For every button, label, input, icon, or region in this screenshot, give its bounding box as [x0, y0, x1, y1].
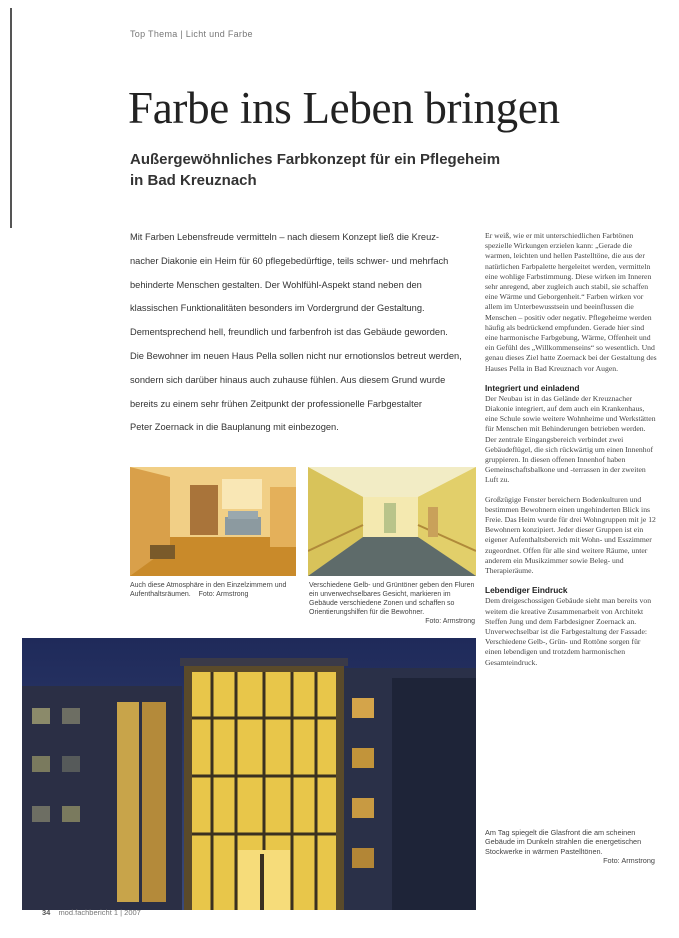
intro-line: Die Bewohner im neuen Haus Pella sollen nicht nur ernotionslos betreut werden,: [130, 350, 462, 361]
article-headline: Farbe ins Leben bringen: [128, 83, 560, 133]
body-paragraph: Der Neubau ist in das Gelände der Kreuznacher Diakonie integriert, auf dem auch ein Krankenhaus, eine Schule sowie weitere Wohnheime und Werkstätten für Menschen mit Behinderungen betrieben werden. Der zentrale Eingangsbereich verbindet zwei Gebäudeflügel, die sich rückwärtig um einen Innenhof gruppieren. In diesen offenen Innenhof haben Gemeinschaftsbalkone und -terrassen in der zweiten Luft zu.: [485, 393, 656, 485]
intro-line: nacher Diakonie ein Heim für 60 pflegebedürftige, teils schwer- und mehrfach: [130, 255, 449, 266]
photo-caption: [130, 581, 296, 599]
margin-rule: [10, 8, 12, 228]
photo-caption: [309, 581, 475, 626]
photo-credit: Foto: Armstrong: [425, 618, 475, 625]
intro-line: Dementsprechend hell, freundlich und farbenfroh ist das Gebäude geworden.: [130, 327, 448, 338]
photo-corridor: [308, 467, 476, 576]
body-paragraph: Dem dreigeschossigen Gebäude sieht man bereits von weitem die kreative Zusammenarbeit von Architekt Steffen Jung und dem Farbdesigner Zoernack an. Unverwechselbar ist die Farbgestaltung der Fassade: Verschiedene Gelb-, Grün- und Rottöne sorgen für einen lebendigen und trotzdem harmonischen Gesamteindruck.: [485, 596, 652, 667]
right-column: [485, 231, 657, 668]
caption-text: Auch diese Atmosphäre in den Einzelzimmern und Aufenthaltsräumen.: [130, 582, 287, 598]
photo-credit: Foto: Armstrong: [603, 856, 655, 866]
photo-room-interior: [130, 467, 296, 576]
body-paragraph: Er weiß, wie er mit unterschiedlichen Farbtönen spezielle Wirkungen erzielen kann: „Gerade die warmen, leichten und hellen Pastelltöne, die aus der natürlichen Farbpalette hergeleitet werden, vermitteln eine wohlige Farbstimmung. Diese wirken im Inneren sehr anregend, aber zugleich auch stabil, sie schaffen eine Wärme und Geborgenheit.“ Farben wirken vor allem im Unterbewusstsein und beeinflussen die Menschen – positiv oder negativ. Pflegeheime werden häufig als bedrückend empfunden. Gerade hier sind eine harmonische Farbgebung, Wärme, Offenheit und ein Gefühl des „Willkommenseins“ so wesentlich. Und genau dieses Ziel hatte Zoernack bei der Gestaltung des Hauses Pella in Bad Kreuznach vor Augen.: [485, 231, 657, 373]
photo-caption: [485, 828, 655, 866]
photo-credit: Foto: Armstrong: [198, 591, 249, 598]
intro-line: sondern sich darüber hinaus auch zuhause fühlen. Aus diesem Grund wurde: [130, 374, 446, 385]
caption-text: Am Tag spiegelt die Glasfront die am scheinen Gebäude im Dunkeln strahlen die energetischen Stockwerke in wärmen Pastelltönen.: [485, 828, 642, 856]
section-heading: Lebendiger Eindruck: [485, 585, 568, 596]
intro-line: Peter Zoernack in die Bauplanung mit einbezogen.: [130, 422, 339, 433]
intro-line: behinderte Menschen gestalten. Der Wohlfühl-Aspekt stand neben den: [130, 279, 422, 290]
article-subhead: Außergewöhnliches Farbkonzept für ein Pflegeheim in Bad Kreuznach: [130, 151, 501, 189]
caption-text: Verschiedene Gelb- und Grüntöner geben den Fluren ein unverwechselbares Gesicht, markieren im Gebäude verschiedene Zonen und schaffen so Orientierungshilfen für die Bewohner.: [309, 582, 475, 616]
intro-text: [130, 226, 475, 440]
page-footer: [42, 908, 141, 917]
publication-name: mod.fachbericht 1 | 2007: [58, 908, 141, 917]
intro-line: bereits zu einem sehr frühen Zeitpunkt der professionelle Farbgestalter: [130, 398, 422, 409]
intro-line: Mit Farben Lebensfreude vermitteln – nach diesem Konzept ließ die Kreuz-: [130, 232, 440, 242]
section-kicker: Top Thema | Licht und Farbe: [130, 29, 253, 39]
body-paragraph: Großzügige Fenster bereichern Bodenkulturen und bestimmen Bewohnern einen ungehinderten Blick ins Freie. Das Heim wurde für drei Wohngruppen mit je 12 Bewohnern konzipiert. Jeder dieser Gruppen ist ein eigener Aufenthaltsbereich mit Wohn- und Esszimmer zugeordnet. Offen für alle sind weitere Räume, unter anderem ein Musikzimmer sowie Beleg- und Therapieräume.: [485, 494, 656, 576]
photo-building-facade: [22, 638, 476, 910]
intro-line: klassischen Funktionalitäten besonders im Vordergrund der Gestaltung.: [130, 303, 425, 314]
page-number: 34: [42, 908, 51, 917]
section-heading: Integriert und einladend: [485, 382, 580, 393]
